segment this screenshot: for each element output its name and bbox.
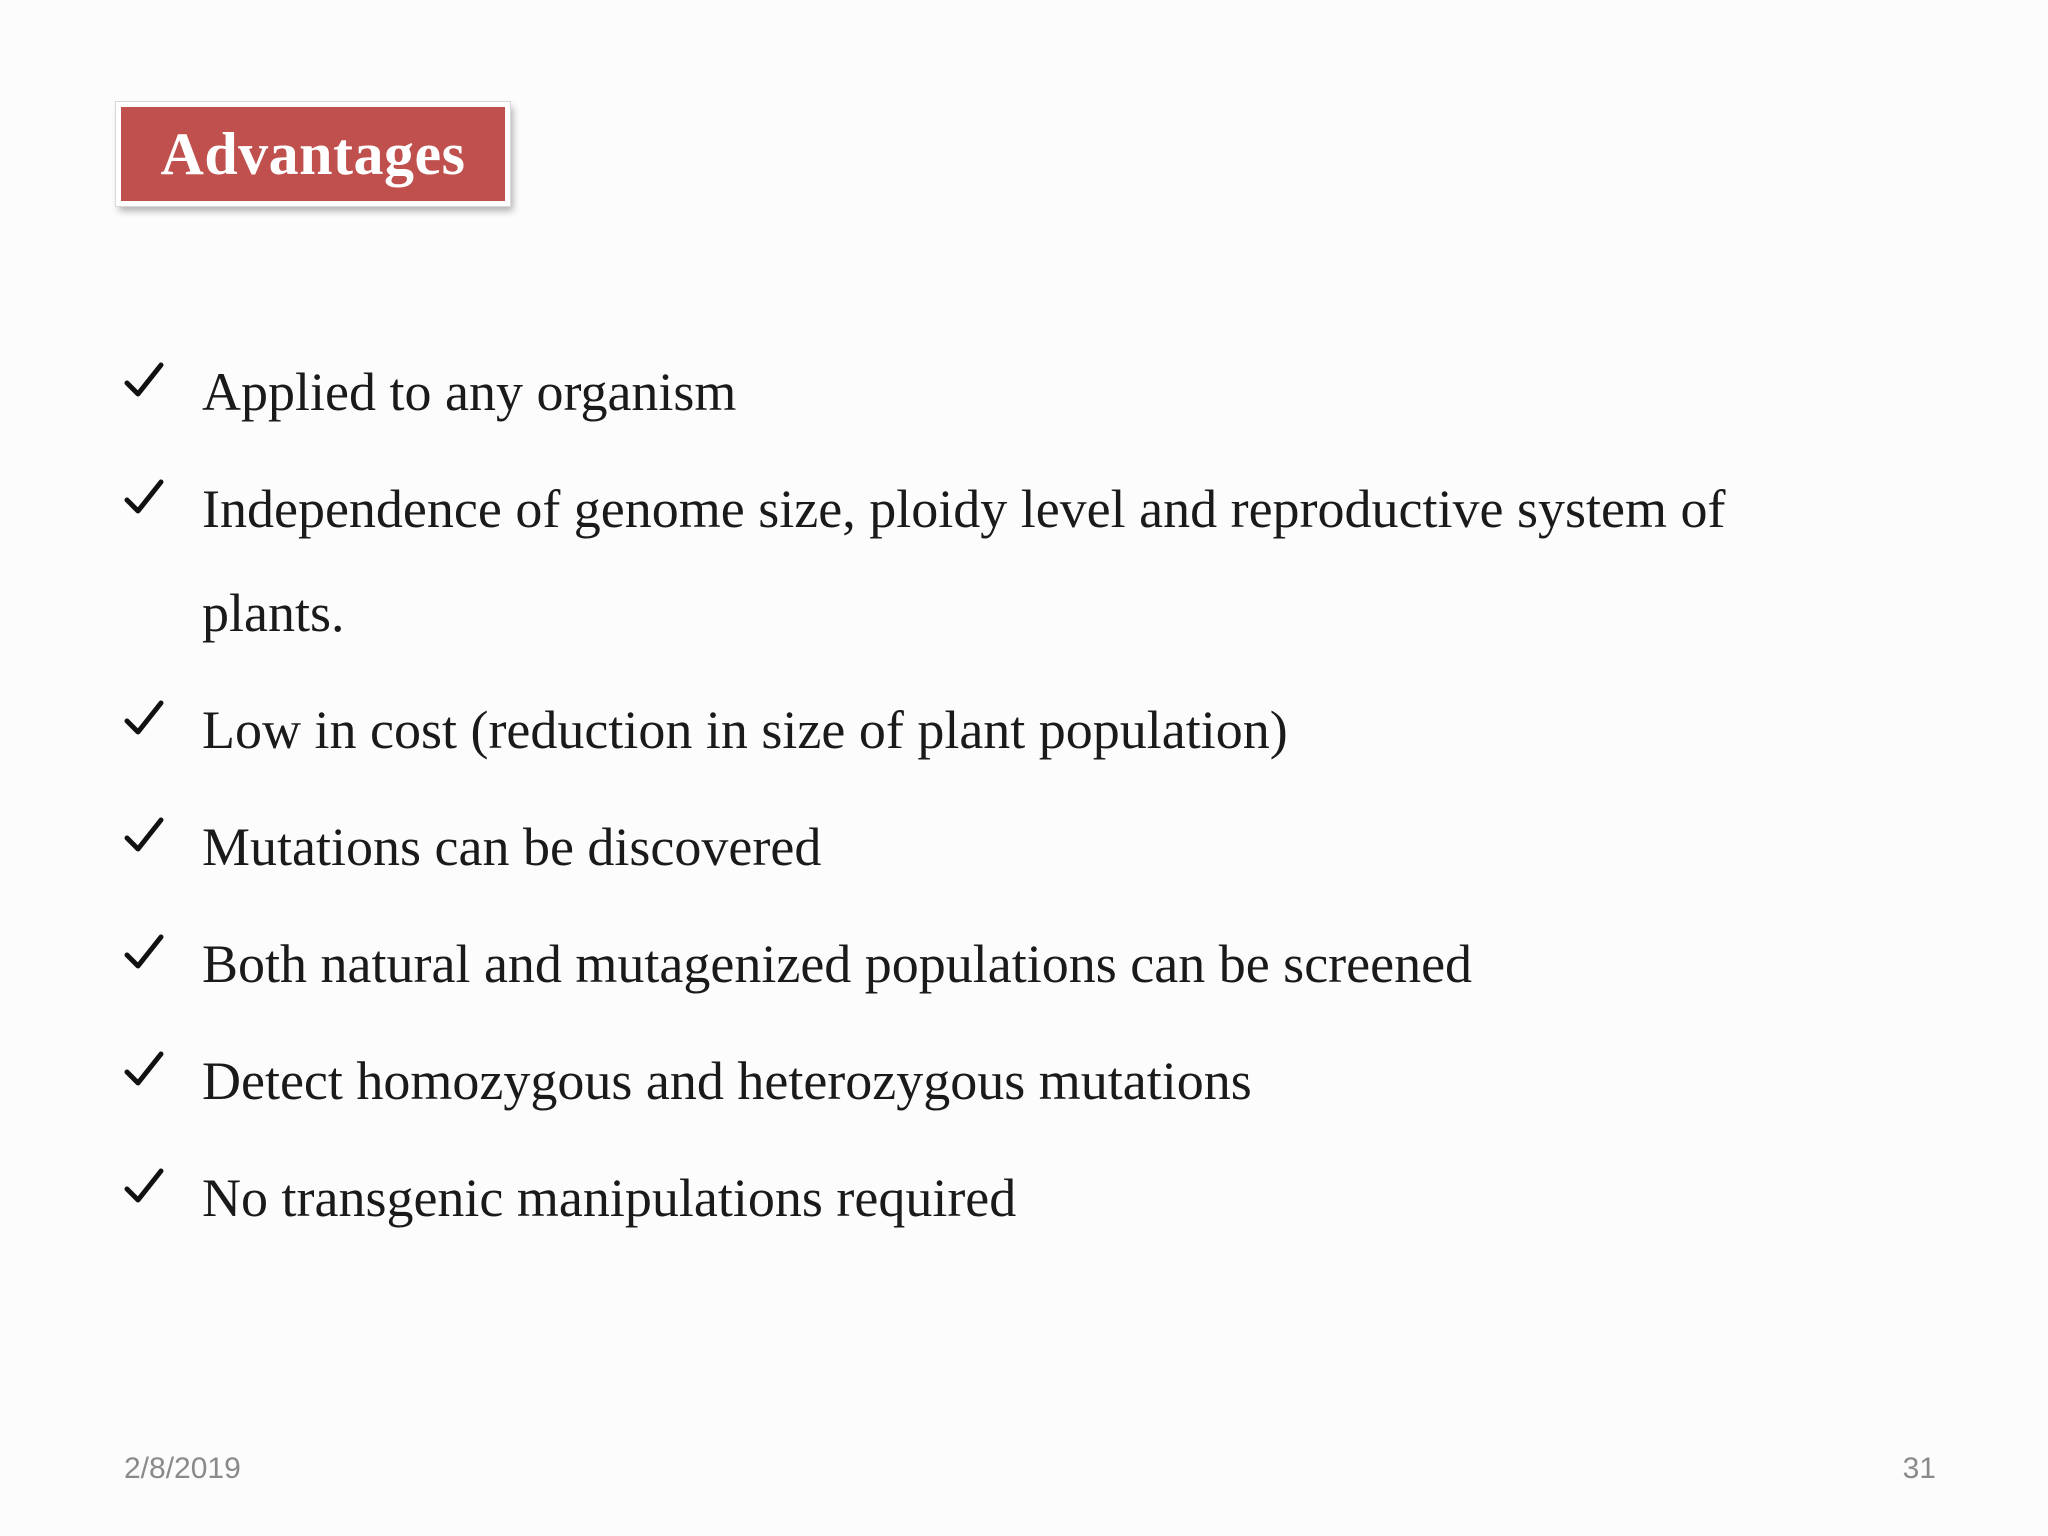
list-item — [124, 678, 1864, 782]
bullet-text: Detect homozygous and heterozygous mutations — [202, 1051, 1252, 1111]
list-item — [124, 340, 1864, 444]
bullet-text: Mutations can be discovered — [202, 817, 822, 877]
bullet-text: Independence of genome size, ploidy level and reproductive system of plants. — [202, 479, 1726, 643]
checkmark-icon — [124, 795, 170, 899]
footer-date: 2/8/2019 — [124, 1452, 241, 1485]
title-box — [116, 102, 510, 206]
bullet-list — [124, 340, 1864, 1263]
bullet-text: Low in cost (reduction in size of plant population) — [202, 700, 1288, 760]
list-item — [124, 912, 1864, 1016]
list-item — [124, 457, 1864, 665]
list-item — [124, 1146, 1864, 1250]
checkmark-icon — [124, 340, 170, 444]
list-item — [124, 795, 1864, 899]
list-item — [124, 1029, 1864, 1133]
checkmark-icon — [124, 457, 170, 561]
bullet-text: Applied to any organism — [202, 362, 737, 422]
checkmark-icon — [124, 912, 170, 1016]
slide-title: Advantages — [160, 121, 466, 187]
page-number: 31 — [1902, 1452, 1936, 1485]
bullet-text: Both natural and mutagenized populations can be screened — [202, 934, 1473, 994]
checkmark-icon — [124, 678, 170, 782]
checkmark-icon — [124, 1029, 170, 1133]
bullet-text: No transgenic manipulations required — [202, 1168, 1017, 1228]
checkmark-icon — [124, 1146, 170, 1250]
